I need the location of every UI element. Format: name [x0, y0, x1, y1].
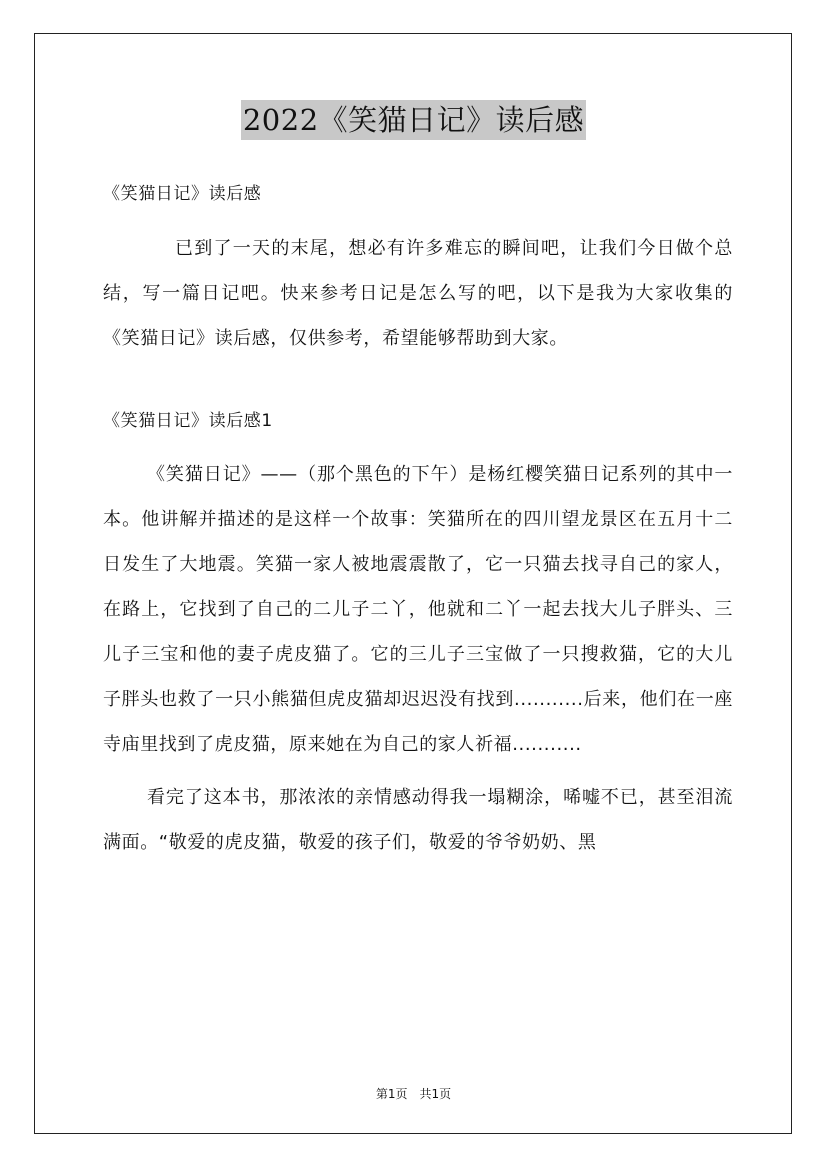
page-number: 第1页 共1页	[375, 1087, 452, 1101]
document-title: 2022《笑猫日记》读后感	[241, 100, 586, 140]
section1-paragraph-2: 看完了这本书，那浓浓的亲情感动得我一塌糊涂，唏嘘不已，甚至泪流满面。“敬爱的虎皮猫，敬爱的孩子们，敬爱的爷爷奶奶、黑	[103, 787, 733, 853]
subtitle: 《笑猫日记》读后感	[103, 184, 262, 204]
document-title-wrap	[0, 100, 827, 140]
section1-paragraph-1: 《笑猫日记》——（那个黑色的下午）是杨红樱笑猫日记系列的其中一本。他讲解并描述的是这样一个故事：笑猫所在的四川望龙景区在五月十二日发生了大地震。笑猫一家人被地震震散了，它一只猫去找寻自己的家人，在路上，它找到了自己的二儿子二丫，他就和二丫一起去找大儿子胖头、三儿子三宝和他的妻子虎皮猫了。它的三儿子三宝做了一只搜救猫，它的大儿子胖头也救了一只小熊猫但虎皮猫却迟迟没有找到...........后来，他们在一座寺庙里找到了虎皮猫，原来她在为自己的家人祈福...........	[103, 464, 733, 755]
page-footer	[0, 1085, 827, 1102]
section-heading-1: 《笑猫日记》读后感1	[103, 411, 273, 431]
intro-paragraph: 已到了一天的末尾，想必有许多难忘的瞬间吧，让我们今日做个总结，写一篇日记吧。快来参考日记是怎么写的吧，以下是我为大家收集的《笑猫日记》读后感，仅供参考，希望能够帮助到大家。	[103, 238, 733, 349]
document-body	[103, 174, 733, 865]
